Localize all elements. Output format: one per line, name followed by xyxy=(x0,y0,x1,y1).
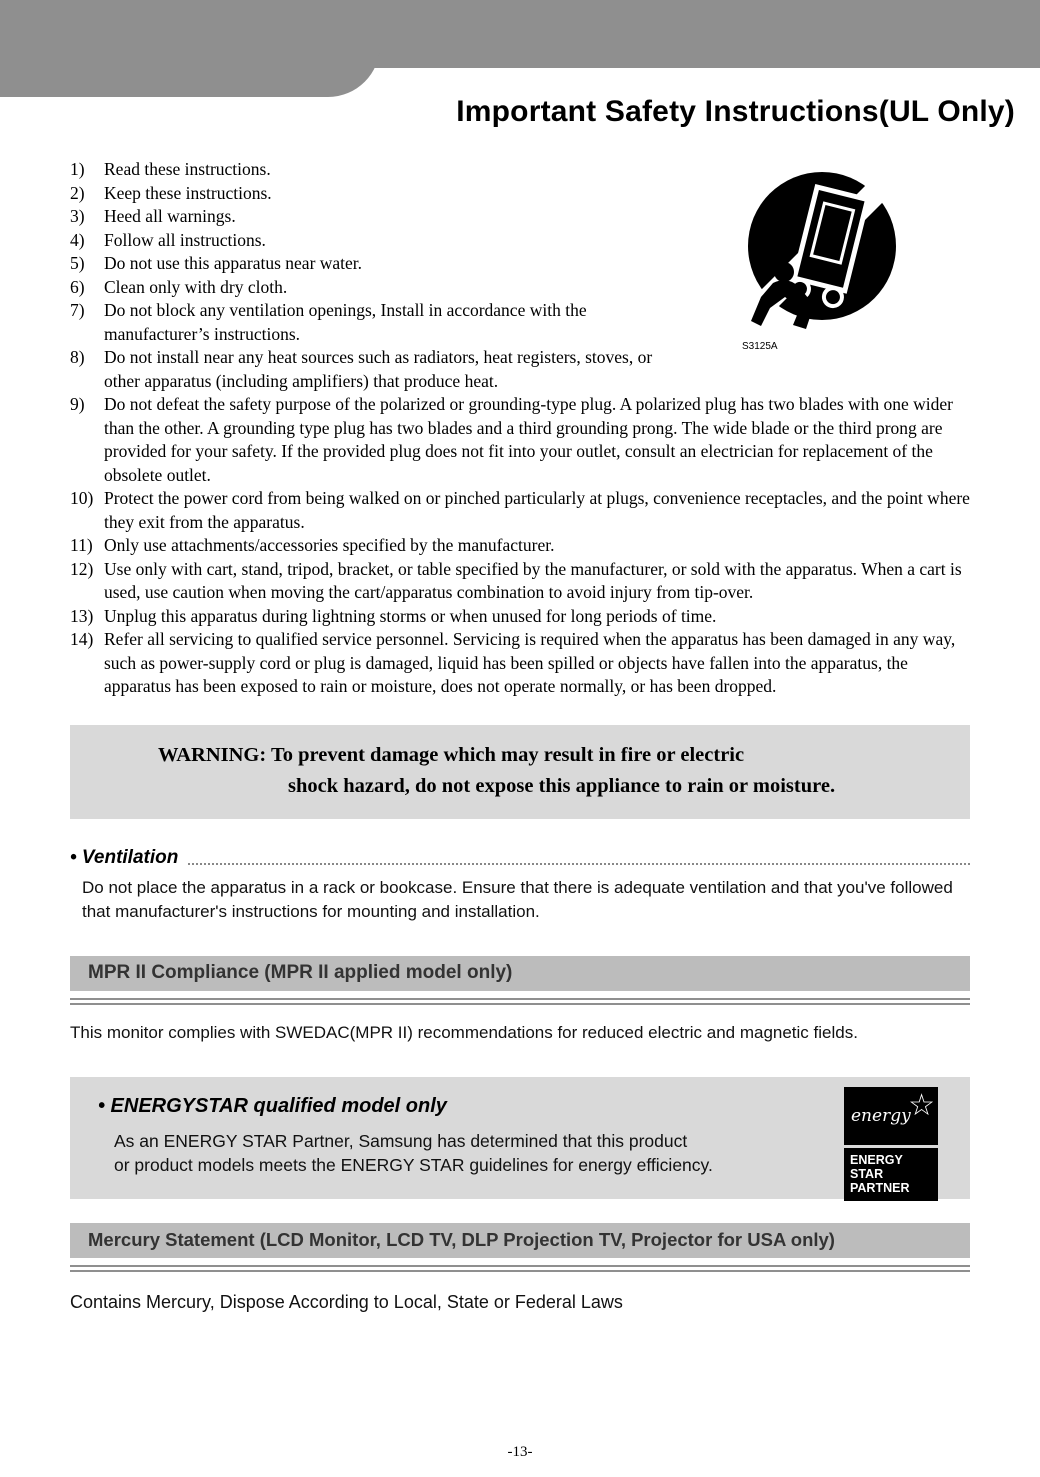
instruction-number: 2) xyxy=(70,182,85,203)
no-tip-over-symbol-box xyxy=(675,158,970,356)
instruction-text: Read these instructions. xyxy=(104,159,271,179)
warning-box xyxy=(70,725,970,819)
instruction-number: 9) xyxy=(70,394,85,414)
energy-script-text: energy xyxy=(851,1105,911,1126)
energy-star-logo-label xyxy=(844,1148,938,1201)
instruction-item xyxy=(70,534,970,558)
instruction-number: 10) xyxy=(70,488,94,508)
energystar-body-line-1: As an ENERGY STAR Partner, Samsung has determined that this product xyxy=(114,1130,688,1151)
energystar-body-line-2: or product models meets the ENERGY STAR guidelines for energy efficiency. xyxy=(114,1154,713,1175)
energystar-heading: • ENERGYSTAR qualified model only xyxy=(98,1094,447,1117)
instruction-number: 13) xyxy=(70,605,94,626)
instruction-text: Clean only with dry cloth. xyxy=(104,276,288,297)
page-title: Important Safety Instructions(UL Only) xyxy=(456,95,1015,128)
energy-star-logo xyxy=(844,1087,938,1201)
instruction-text: Do not block any ventilation openings, Install in accordance with the manufacturer’s instructions. xyxy=(104,300,587,344)
instruction-text: Heed all warnings. xyxy=(104,206,236,226)
instruction-number: 4) xyxy=(70,229,85,250)
mpr-section-bar: MPR II Compliance (MPR II applied model only) xyxy=(70,956,970,991)
instruction-item xyxy=(70,393,970,487)
instruction-text: Do not install near any heat sources such as radiators, heat registers, stoves, or other apparatus (including amplifiers) that produce heat. xyxy=(104,347,653,391)
energy-star-label-line-1: ENERGY STAR xyxy=(850,1152,903,1181)
instruction-text: Do not defeat the safety purpose of the polarized or grounding-type plug. A polarized plug has two blades with one wider than the other. A grounding type plug has two blades and a third grounding prong. The wide blade or the third prong are provided for your safety. If the provided plug does not fit into your outlet, consult an electrician for replacement of the obsolete outlet. xyxy=(104,394,954,485)
no-tip-over-icon xyxy=(740,166,905,356)
instruction-item xyxy=(70,558,970,605)
instruction-item xyxy=(70,628,970,699)
mercury-double-rule xyxy=(70,1265,970,1272)
instruction-list xyxy=(70,158,970,699)
page-content xyxy=(70,158,970,1313)
ventilation-heading: • Ventilation xyxy=(70,846,179,868)
instruction-number: 5) xyxy=(70,253,85,273)
warning-line-2: shock hazard, do not expose this appliance to rain or moisture. xyxy=(288,774,836,797)
instruction-text: Use only with cart, stand, tripod, bracket, or table specified by the manufacturer, or sold with the apparatus. When a cart is used, use caution when moving the cart/apparatus combination to avoid injury from tip-over. xyxy=(104,558,962,602)
mpr-double-rule xyxy=(70,998,970,1005)
mercury-section-bar: Mercury Statement (LCD Monitor, LCD TV, DLP Projection TV, Projector for USA only) xyxy=(70,1223,970,1258)
ventilation-heading-row xyxy=(70,847,970,869)
header-band-corner xyxy=(0,0,380,97)
mercury-body: Contains Mercury, Dispose According to Local, State or Federal Laws xyxy=(70,1291,623,1312)
energystar-body xyxy=(98,1129,820,1177)
instruction-item xyxy=(70,605,970,629)
page-number: -13- xyxy=(507,1444,533,1460)
instruction-text: Follow all instructions. xyxy=(104,229,266,250)
instruction-number: 3) xyxy=(70,206,85,226)
instruction-text: Keep these instructions. xyxy=(104,182,272,203)
instruction-text: Only use attachments/accessories specified by the manufacturer. xyxy=(104,535,555,555)
instruction-number: 14) xyxy=(70,629,94,649)
ventilation-section xyxy=(70,847,970,924)
energystar-box xyxy=(70,1077,970,1199)
warning-line-1: WARNING: To prevent damage which may result in fire or electric xyxy=(158,743,745,766)
instruction-number: 1) xyxy=(70,159,85,179)
symbol-code-label: S3125A xyxy=(742,341,778,352)
mpr-body: This monitor complies with SWEDAC(MPR II) recommendations for reduced electric and magnetic fields. xyxy=(70,1022,858,1042)
instruction-number: 8) xyxy=(70,347,85,367)
instruction-number: 6) xyxy=(70,276,85,297)
energy-star-logo-emblem xyxy=(844,1087,938,1145)
star-icon: ☆ xyxy=(908,1088,935,1122)
instruction-text: Do not use this apparatus near water. xyxy=(104,253,363,273)
instruction-item xyxy=(70,487,970,534)
instruction-text: Refer all servicing to qualified service personnel. Servicing is required when the apparatus has been damaged in any way, such as power-supply cord or plug is damaged, liquid has been spilled or objects have fallen into the apparatus, the apparatus has been exposed to rain or moisture, does not operate normally, or has been dropped. xyxy=(104,629,956,696)
ventilation-body: Do not place the apparatus in a rack or bookcase. Ensure that there is adequate ventilation and that you've followed that manufacturer's instructions for mounting and installation. xyxy=(82,877,953,921)
instruction-number: 12) xyxy=(70,558,94,579)
instruction-number: 11) xyxy=(70,535,93,555)
instruction-text: Protect the power cord from being walked on or pinched particularly at plugs, convenience receptacles, and the point where they exit from the apparatus. xyxy=(104,488,970,532)
instruction-text: Unplug this apparatus during lightning storms or when unused for long periods of time. xyxy=(104,605,717,626)
dotted-rule xyxy=(188,863,970,865)
instruction-number: 7) xyxy=(70,300,85,320)
energy-star-label-line-2: PARTNER xyxy=(850,1180,910,1195)
